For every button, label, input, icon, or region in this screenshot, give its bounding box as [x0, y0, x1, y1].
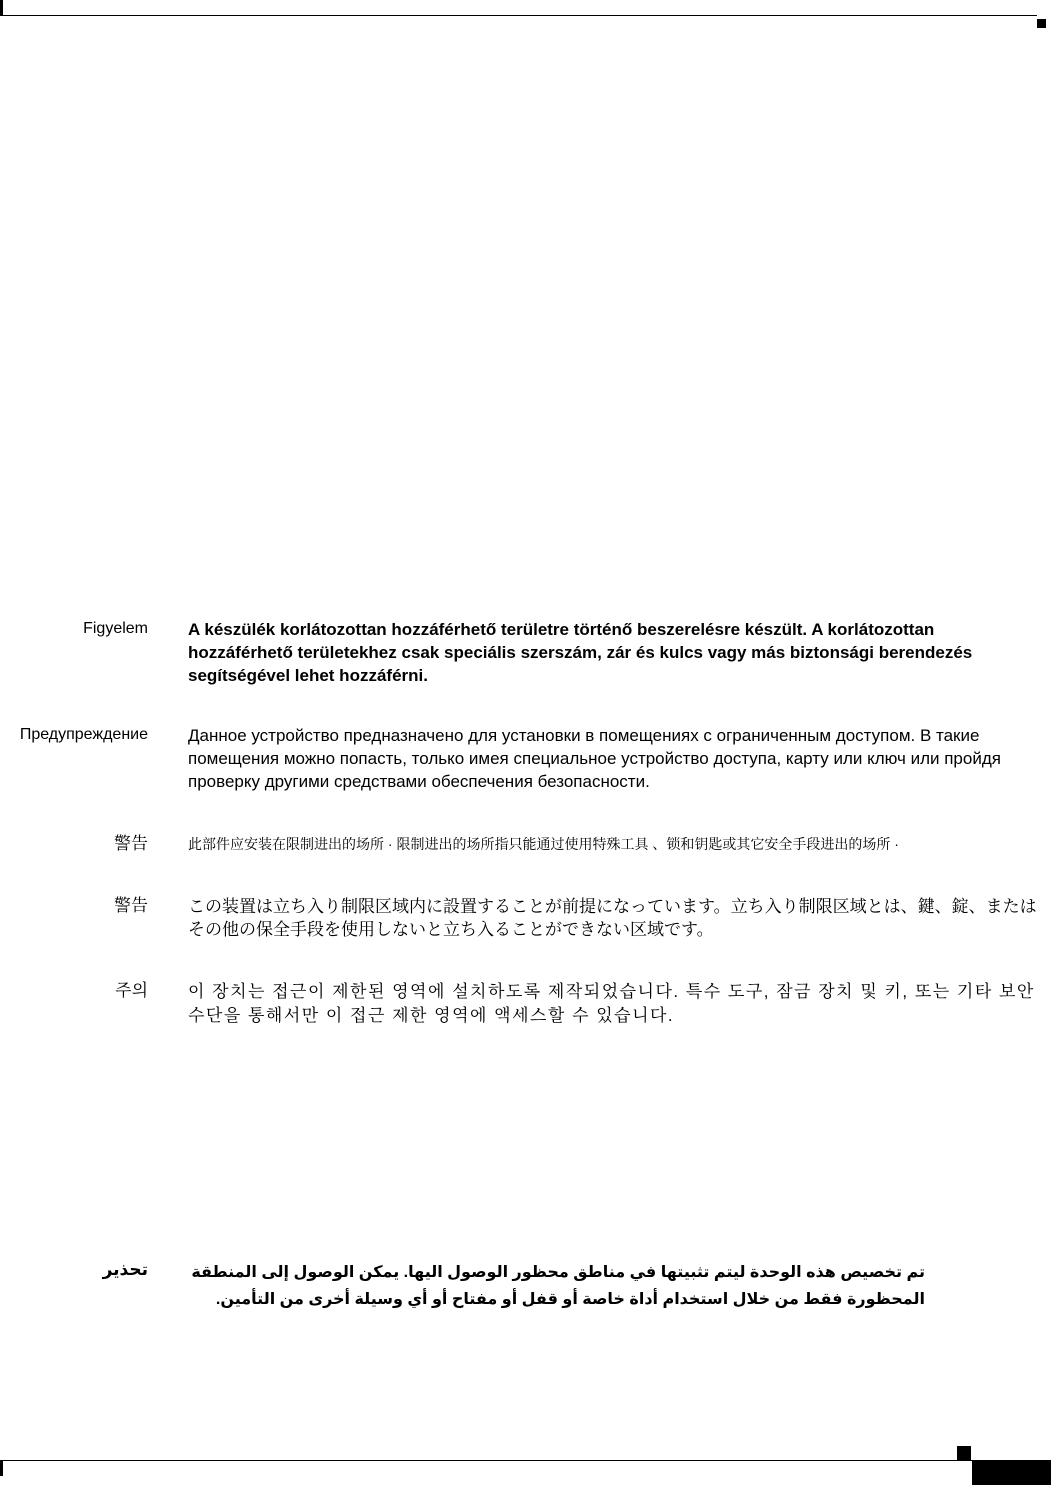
warning-label: 주의	[115, 981, 148, 1000]
warning-text: تم تخصيص هذه الوحدة ليتم تثبيتها في مناطق محظور الوصول اليها. يمكن الوصول إلى المنطقة المحظورة فقط من خلال استخدام أداة خاصة أو قفل أو مفتاح أو أي وسيلة أخرى من التأمين.	[191, 1264, 925, 1308]
warning-text: 此部件应安装在限制进出的场所 · 限制进出的场所指只能通过使用特殊工具 、锁和钥匙或其它安全手段进出的场所 ·	[188, 836, 899, 852]
warning-text: A készülék korlátozottan hozzáférhető területre történő beszerelésre készült. A korlátozottan hozzáférhető területekhez csak speciális szerszám, zár és kulcs vagy más biztonsági berendezés segítségével lehet hozzáférni.	[188, 620, 973, 685]
warning-label: 警告	[114, 834, 148, 853]
header-left-tick	[0, 0, 3, 16]
warning-label: Figyelem	[83, 620, 148, 637]
footer-left-tick	[0, 1460, 3, 1476]
warning-text: 이 장치는 접근이 제한된 영역에 설치하도록 제작되었습니다. 특수 도구, 잠금 장치 및 키, 또는 기타 보안 수단을 통해서만 이 접근 제한 영역에 액세스할 수 있습니다.	[188, 982, 1035, 1025]
header-marker	[1037, 19, 1046, 28]
warning-text: この装置は立ち入り制限区域内に設置することが前提になっています。立ち入り制限区域とは、鍵、錠、またはその他の保全手段を使用しないと立ち入ることができない区域です。	[188, 897, 1037, 939]
footer-page-tab	[972, 1460, 1051, 1485]
footer-marker	[957, 1446, 971, 1460]
header-rule	[0, 15, 1037, 16]
warning-label: تحذير	[102, 1260, 148, 1279]
footer-rule	[0, 1460, 972, 1461]
warning-label: Предупреждение	[19, 726, 148, 743]
warning-text: Данное устройство предназначено для установки в помещениях с ограниченным доступом. В такие помещения можно попасть, только имея специальное устройство доступа, карту или ключ или пройдя проверку другими средствами обеспечения безопасности.	[188, 726, 1001, 791]
warning-label: 警告	[114, 896, 148, 915]
